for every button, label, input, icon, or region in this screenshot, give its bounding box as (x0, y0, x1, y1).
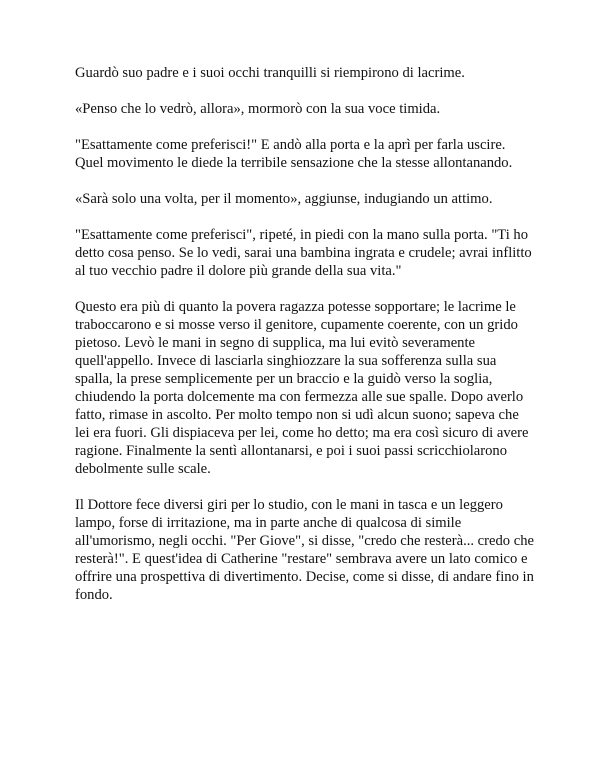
paragraph-5: "Esattamente come preferisci", ripeté, in piedi con la mano sulla porta. "Ti ho detto cosa penso. Se lo vedi, sarai una bambina ingrata e crudele; avrai inflitto al tuo vecchio padre il dolore più grande della sua vita." (75, 227, 532, 279)
paragraph-3: "Esattamente come preferisci!" E andò alla porta e la aprì per farla uscire. Quel movimento le diede la terribile sensazione che la stesse allontanando. (75, 137, 513, 171)
paragraph-1: Guardò suo padre e i suoi occhi tranquilli si riempirono di lacrime. (75, 65, 465, 81)
paragraph-7: Il Dottore fece diversi giri per lo studio, con le mani in tasca e un leggero lampo, forse di irritazione, ma in parte anche di qualcosa di simile all'umorismo, negli occhi. "Per Giove", si disse, "credo che resterà... credo che resterà!". E quest'idea di Catherine "restare" sembrava avere un lato comico e offrire una prospettiva di divertimento. Decise, come si disse, di andare fino in fondo. (75, 497, 534, 603)
paragraph-2: «Penso che lo vedrò, allora», mormorò con la sua voce timida. (75, 101, 441, 117)
paragraph-4: «Sarà solo una volta, per il momento», aggiunse, indugiando un attimo. (75, 191, 493, 207)
paragraph-6: Questo era più di quanto la povera ragazza potesse sopportare; le lacrime le traboccarono e si mosse verso il genitore, cupamente coerente, con un grido pietoso. Levò le mani in segno di supplica, ma lui evitò severamente quell'appello. Invece di lasciarla singhiozzare la sua sofferenza sulla sua spalla, la prese semplicemente per un braccio e la guidò verso la soglia, chiudendo la porta dolcemente ma con fermezza alle sue spalle. Dopo averlo fatto, rimase in ascolto. Per molto tempo non si udì alcun suono; sapeva che lei era fuori. Gli dispiaceva per lei, come ho detto; ma era così sicuro di avere ragione. Finalmente la sentì allontanarsi, e poi i suoi passi scricchiolarono debolmente sulle scale. (75, 299, 529, 477)
document-page (75, 64, 535, 622)
